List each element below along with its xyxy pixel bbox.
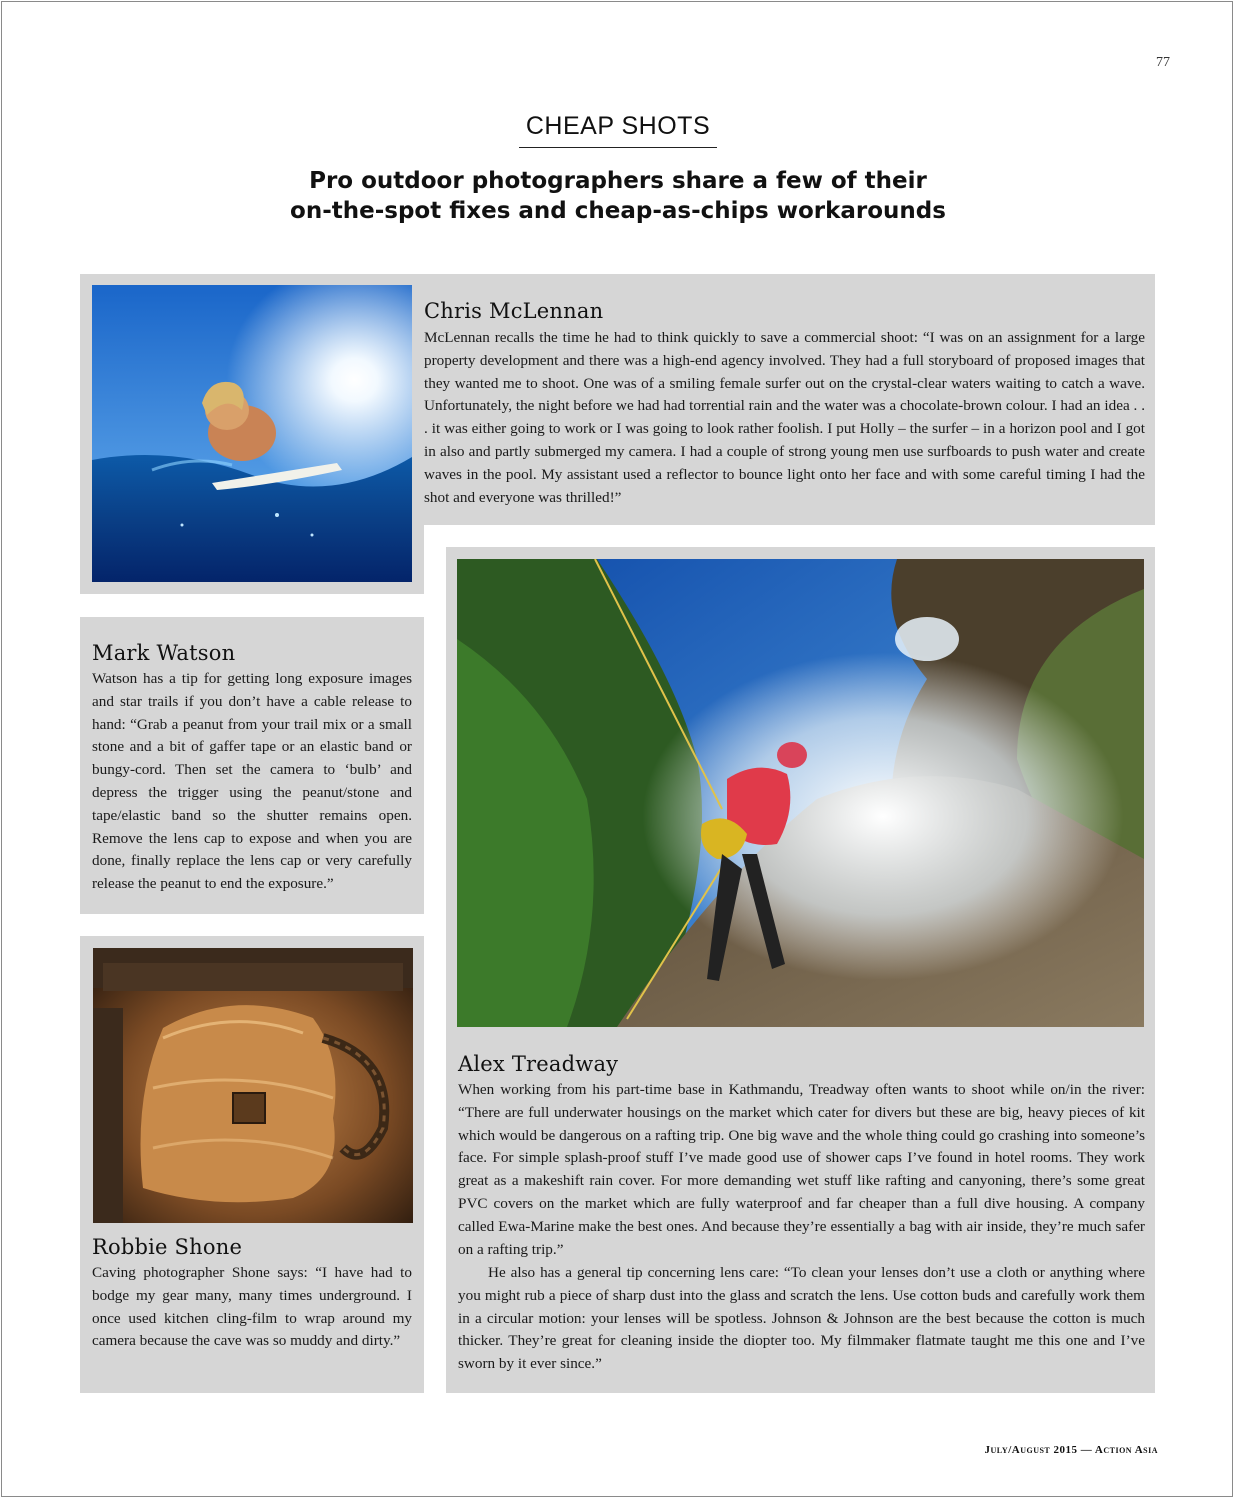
section-title-text: CHEAP SHOTS xyxy=(519,112,717,148)
page-footer: July/August 2015 — Action Asia xyxy=(984,1444,1158,1456)
camera-wrapped-photo xyxy=(93,948,413,1223)
treadway-text-2: He also has a general tip concerning lens care: “To clean your lenses don’t use a cloth or anything where you might rub a piece of sharp dust into the glass and scratch the lens. Use cotton buds and carefully work them in a circular motion: your lenses will be spotless. Johnson & Johnson are the best because the cotton is much thicker. They’re great for cleaning inside the diopter too. My filmmaker flatmate taught me this one and I’ve sworn by it ever since.” xyxy=(458,1264,1145,1373)
surfer-photo xyxy=(92,285,412,582)
watson-name: Mark Watson xyxy=(92,641,236,665)
treadway-text-1: When working from his part-time base in Kathmandu, Treadway often wants to shoot while on/in the river: “There are full underwater housings on the market which cater for divers but these are big, heavy pieces of kit which would be dangerous on a rafting trip. One big wave and the whole thing could go crashing into someone’s face. For simple splash-proof stuff I’ve made good use of shower caps I’ve found in hotel rooms. They work great as a makeshift rain cover. For more demanding wet stuff like rafting and canyoning, there’s some great PVC covers on the market which are fully waterproof and far cheaper than a full dive housing. A company called Ewa-Marine make the best ones. And because they’re essentially a bag with air inside, they’re much safer on a rafting trip.” xyxy=(458,1081,1145,1258)
mclennan-name: Chris McLennan xyxy=(424,299,604,323)
subtitle-line-2: on-the-spot fixes and cheap-as-chips workarounds xyxy=(290,198,946,224)
subtitle-line-1: Pro outdoor photographers share a few of their xyxy=(309,168,927,194)
treadway-name: Alex Treadway xyxy=(458,1052,619,1076)
page-number: 77 xyxy=(1156,55,1170,70)
waterfall-abseil-photo xyxy=(457,559,1144,1027)
shone-name: Robbie Shone xyxy=(92,1235,243,1259)
watson-text: Watson has a tip for getting long exposure images and star trails if you don’t have a cable release to hand: “Grab a peanut from your trail mix or a small stone and a bit of gaffer tape or an elastic band or bungy-cord. Then set the camera to ‘bulb’ and depress the trigger using the peanut/stone and tape/elastic band so the shutter remains open. Remove the lens cap to expose and when you are done, finally replace the lens cap or very carefully release the peanut to end the exposure.” xyxy=(92,670,412,893)
shone-text: Caving photographer Shone says: “I have had to bodge my gear many, many times underground. I once used kitchen cling-film to wrap around my camera because the cave was so muddy and dirty.” xyxy=(92,1264,412,1350)
mclennan-text: McLennan recalls the time he had to think quickly to save a commercial shoot: “I was on an assignment for a large property development and there was a high-end agency involved. They had a full storyboard of proposed images that they wanted me to shoot. One was of a smiling female surfer out on the crystal-clear waters waiting to catch a wave. Unfortunately, the night before we had had torrential rain and the water was a chocolate-brown colour. I had an idea . . . it was either going to work or I was going to look rather foolish. I put Holly – the surfer – in a horizon pool and I got in also and partly submerged my camera. I had a couple of strong young men use surfboards to push water and create waves in the pool. My assistant used a reflector to bounce light onto her face and with some careful timing I had the shot and everyone was thrilled!” xyxy=(424,329,1145,506)
page-subtitle xyxy=(0,166,1236,226)
section-title xyxy=(0,112,1236,148)
